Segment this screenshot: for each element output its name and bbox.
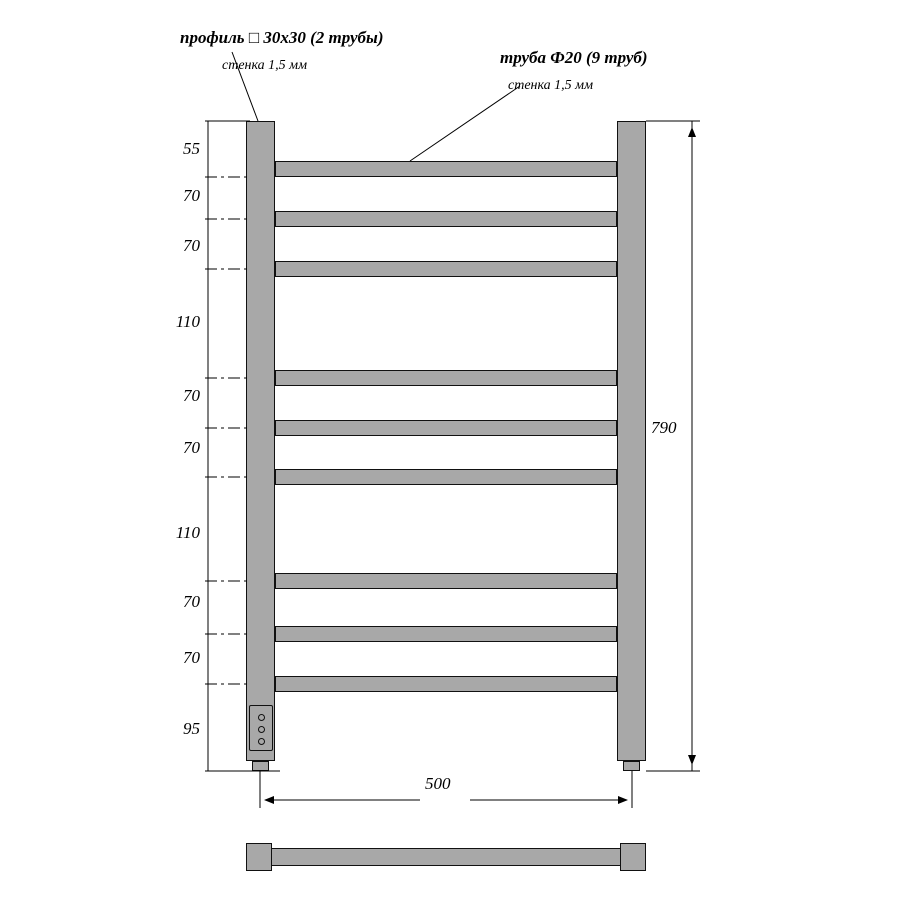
dimension-label-10: 95 (183, 719, 200, 738)
control-indicator-top (258, 714, 265, 721)
annotation-tube-subtitle: стенка 1,5 мм (508, 78, 594, 93)
right-profile-foot (623, 761, 640, 771)
tube-6 (275, 469, 617, 485)
tube-2 (275, 211, 617, 227)
dimension-label-1: 55 (183, 139, 200, 158)
annotation-profile-title: профиль □ 30x30 (2 трубы) (180, 28, 384, 47)
tube-9 (275, 676, 617, 692)
control-indicator-bottom (258, 738, 265, 745)
dimension-label-6: 70 (183, 438, 200, 457)
dimension-label-2: 70 (183, 186, 200, 205)
left-profile-foot (252, 761, 269, 771)
tube-8 (275, 626, 617, 642)
tube-3 (275, 261, 617, 277)
dimension-label-5: 70 (183, 386, 200, 405)
top-view-right-block (620, 843, 646, 871)
top-view-bar (246, 848, 646, 866)
tube-4 (275, 370, 617, 386)
tube-1 (275, 161, 617, 177)
dimension-label-3: 70 (183, 236, 200, 255)
dimension-label-total-width: 500 (425, 774, 451, 793)
dimension-label-9: 70 (183, 648, 200, 667)
tube-5 (275, 420, 617, 436)
control-indicator-middle (258, 726, 265, 733)
right-vertical-profile (617, 121, 646, 761)
dimension-label-8: 70 (183, 592, 200, 611)
control-panel[interactable] (249, 705, 273, 751)
annotation-profile-subtitle: стенка 1,5 мм (222, 58, 308, 73)
annotation-tube-title: труба Ф20 (9 труб) (500, 48, 648, 67)
dimension-label-4: 110 (175, 312, 200, 331)
top-view-left-block (246, 843, 272, 871)
tube-7 (275, 573, 617, 589)
dimension-label-7: 110 (175, 523, 200, 542)
dimension-label-total-height: 790 (651, 418, 677, 437)
left-vertical-profile (246, 121, 275, 761)
